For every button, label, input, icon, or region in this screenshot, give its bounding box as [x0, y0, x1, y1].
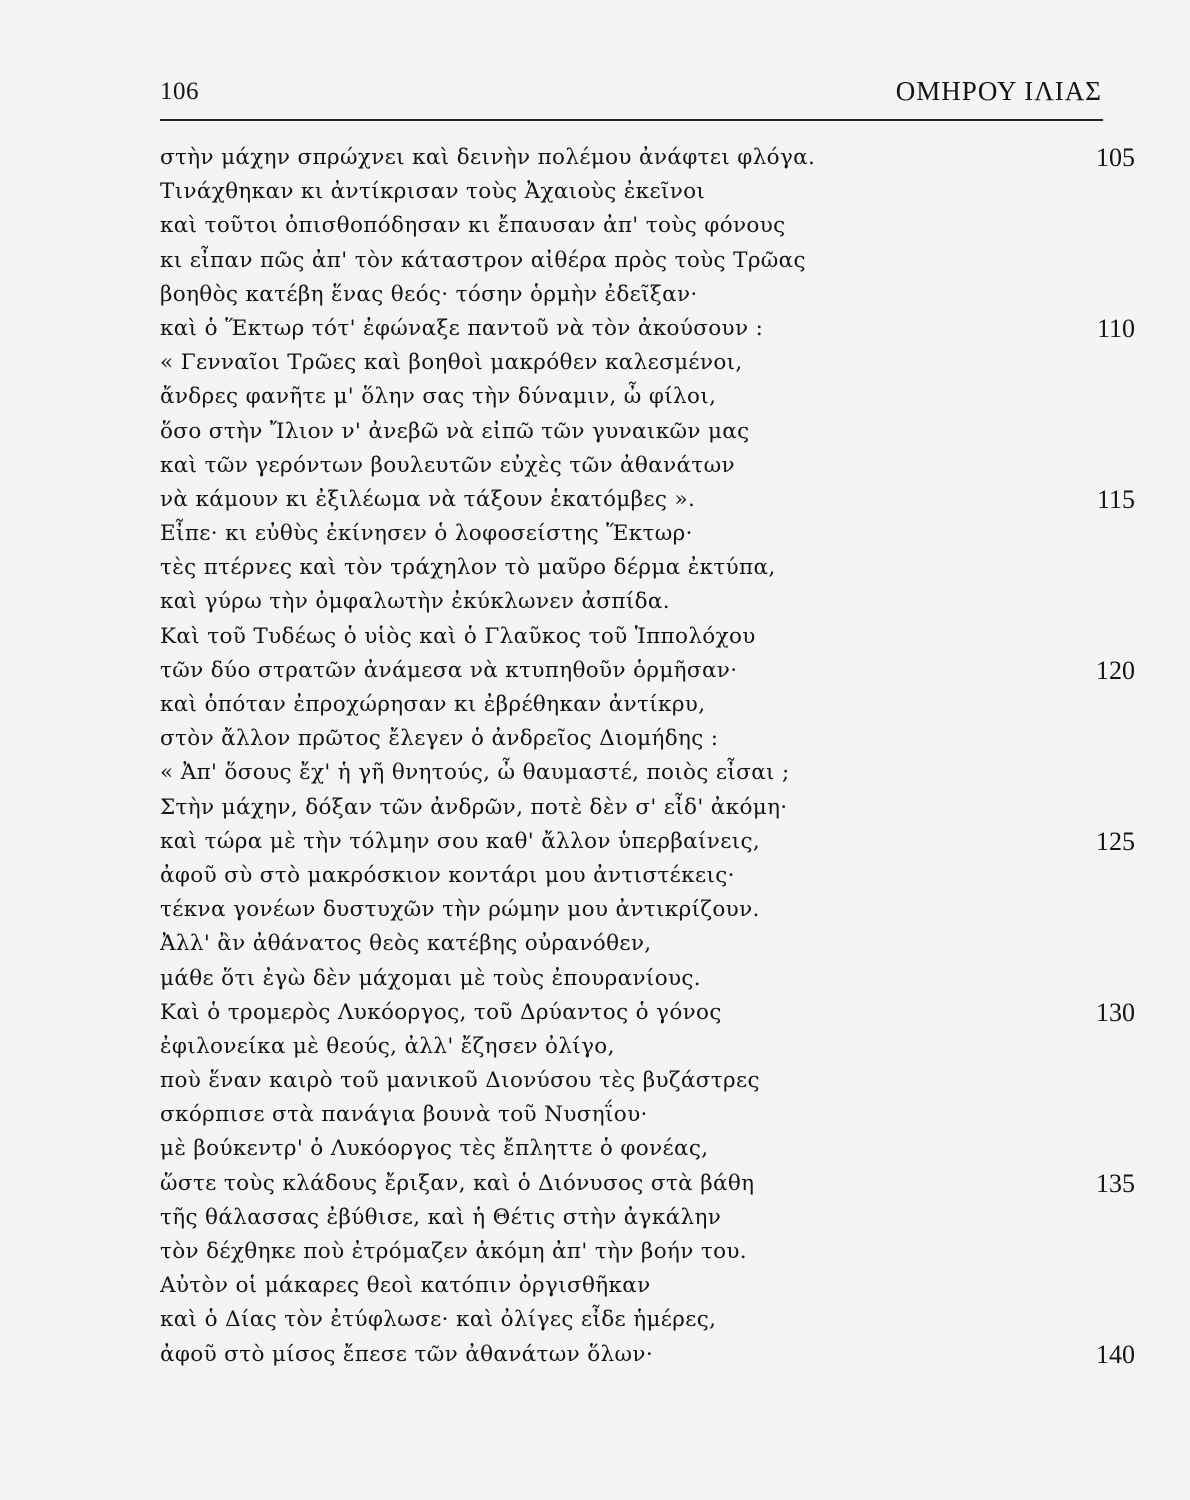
verse-line — [160, 380, 1135, 414]
verse-text: στὴν μάχην σπρώχνει καὶ δεινὴν πολέμου ἀνάφτει φλόγα. — [160, 145, 816, 170]
verse-text: ἄνδρες φανῆτε μ' ὅλην σας τὴν δύναμιν, ὦ φίλοι, — [160, 384, 717, 410]
verse-text: καὶ τοῦτοι ὀπισθοπόδησαν κι ἔπαυσαν ἀπ' τοὺς φόνους — [160, 213, 786, 239]
verse-text: καὶ ὁ Δίας τὸν ἐτύφλωσε· καὶ ὀλίγες εἶδε ἡμέρες, — [160, 1307, 717, 1333]
verse-line — [160, 825, 1135, 859]
line-number: 120 — [1096, 655, 1135, 685]
verse-line — [160, 346, 1135, 380]
verse-line — [160, 585, 1135, 619]
verse-text: Καὶ τοῦ Τυδέως ὁ υἱὸς καὶ ὁ Γλαῦκος τοῦ Ἱππολόχου — [160, 623, 756, 649]
verse-line — [160, 620, 1135, 654]
verse-line — [160, 791, 1135, 825]
verse-text: « Γενναῖοι Τρῶες καὶ βοηθοὶ μακρόθεν καλεσμένοι, — [160, 350, 743, 376]
line-number: 105 — [1096, 143, 1135, 172]
verse-line — [160, 1303, 1135, 1337]
verse-text: τὸν δέχθηκε ποὺ ἐτρόμαζεν ἀκόμη ἀπ' τὴν βοήν του. — [160, 1239, 747, 1264]
line-number: 135 — [1096, 1168, 1135, 1198]
line-number: 110 — [1096, 313, 1135, 343]
page-header — [160, 72, 1102, 112]
verse-line — [160, 1098, 1135, 1132]
verse-line — [160, 1132, 1135, 1166]
verse-line — [160, 1269, 1135, 1303]
page-number: 106 — [160, 78, 199, 105]
verse-text: ἀφοῦ στὸ μίσος ἔπεσε τῶν ἀθανάτων ὅλων· — [160, 1341, 654, 1367]
verse-text: Τινάχθηκαν κι ἀντίκρισαν τοὺς Ἀχαιοὺς ἐκεῖνοι — [160, 179, 706, 205]
verse-text: « Ἀπ' ὅσους ἔχ' ἡ γῆ θνητούς, ὦ θαυμαστέ, ποιὸς εἶσαι ; — [160, 760, 790, 786]
verse-text: νὰ κάμουν κι ἐξιλέωμα νὰ τάξουν ἑκατόμβες ». — [160, 486, 696, 512]
verse-line — [160, 551, 1135, 585]
verse-text: καὶ ὁπόταν ἐπροχώρησαν κι ἐβρέθηκαν ἀντίκρυ, — [160, 692, 706, 717]
verse-text: μάθε ὅτι ἐγὼ δὲν μάχομαι μὲ τοὺς ἐπουρανίους. — [160, 965, 701, 991]
verse-text: καὶ ὁ Ἕκτωρ τότ' ἐφώναξε παντοῦ νὰ τὸν ἀκούσουν : — [160, 315, 764, 341]
verse-text: Αὐτὸν οἱ μάκαρες θεοὶ κατόπιν ὀργισθῆκαν — [160, 1273, 651, 1299]
line-number: 115 — [1096, 484, 1135, 514]
verse-line — [160, 654, 1135, 688]
verse-text: ποὺ ἕναν καιρὸ τοῦ μανικοῦ Διονύσου τὲς βυζάστρες — [160, 1068, 760, 1094]
verse-list — [160, 141, 1135, 1372]
running-title: ΟΜΗΡΟΥ ΙΛΙΑΣ — [895, 76, 1102, 106]
verse-line — [160, 1201, 1135, 1235]
verse-line — [160, 688, 1135, 722]
verse-text: τῆς θάλασσας ἐβύθισε, καὶ ἡ Θέτις στὴν ἀγκάλην — [160, 1204, 722, 1230]
line-number: 130 — [1096, 997, 1135, 1027]
verse-text: τῶν δύο στρατῶν ἀνάμεσα νὰ κτυπηθοῦν ὁρμῆσαν· — [160, 657, 738, 683]
verse-text: Καὶ ὁ τρομερὸς Λυκόοργος, τοῦ Δρύαντος ὁ γόνος — [160, 999, 722, 1025]
header-rule — [160, 119, 1103, 121]
verse-line — [160, 1064, 1135, 1098]
verse-line — [160, 1338, 1135, 1372]
verse-line — [160, 893, 1135, 927]
verse-line — [160, 756, 1135, 790]
verse-line — [160, 278, 1135, 312]
verse-line — [160, 996, 1135, 1030]
verse-line — [160, 1030, 1135, 1064]
line-number: 140 — [1096, 1339, 1135, 1369]
verse-line — [160, 722, 1135, 756]
verse-text: ὅσο στὴν Ἴλιον ν' ἀνεβῶ νὰ εἰπῶ τῶν γυναικῶν μας — [160, 418, 750, 444]
verse-text: ὥστε τοὺς κλάδους ἔριξαν, καὶ ὁ Διόνυσος στὰ βάθη — [160, 1170, 755, 1196]
verse-text: σκόρπισε στὰ πανάγια βουνὰ τοῦ Νυσηΐου· — [160, 1102, 648, 1128]
verse-line — [160, 517, 1135, 551]
verse-text: καὶ τώρα μὲ τὴν τόλμην σου καθ' ἄλλον ὑπερβαίνεις, — [160, 828, 761, 854]
verse-line — [160, 449, 1135, 483]
verse-text: κι εἶπαν πῶς ἀπ' τὸν κάταστρον αἰθέρα πρὸς τοὺς Τρῶας — [160, 247, 806, 273]
verse-text: μὲ βούκεντρ' ὁ Λυκόοργος τὲς ἔπληττε ὁ φονέας, — [160, 1136, 709, 1162]
verse-text: ἀφοῦ σὺ στὸ μακρόσκιον κοντάρι μου ἀντιστέκεις· — [160, 862, 735, 888]
verse-text: Ἀλλ' ἂν ἀθάνατος θεὸς κατέβης οὐρανόθεν, — [160, 931, 652, 957]
verse-line — [160, 859, 1135, 893]
verse-text: βοηθὸς κατέβη ἕνας θεός· τόσην ὁρμὴν ἐδεῖξαν· — [160, 281, 698, 307]
verse-line — [160, 1167, 1135, 1201]
verse-line — [160, 962, 1135, 996]
verse-line — [160, 244, 1135, 278]
verse-line — [160, 927, 1135, 961]
verse-line — [160, 415, 1135, 449]
verse-text: καὶ γύρω τὴν ὀμφαλωτὴν ἐκύκλωνεν ἀσπίδα. — [160, 589, 670, 615]
verse-line — [160, 141, 1135, 175]
verse-text: Εἶπε· κι εὐθὺς ἐκίνησεν ὁ λοφοσείστης Ἕκτωρ· — [160, 521, 693, 547]
verse-text: Στὴν μάχην, δόξαν τῶν ἀνδρῶν, ποτὲ δὲν σ' εἶδ' ἀκόμη· — [160, 794, 788, 820]
verse-text: καὶ τῶν γερόντων βουλευτῶν εὐχὲς τῶν ἀθανάτων — [160, 452, 735, 478]
verse-text: τέκνα γονέων δυστυχῶν τὴν ρώμην μου ἀντικρίζουν. — [160, 897, 760, 923]
verse-text: στὸν ἄλλον πρῶτος ἔλεγεν ὁ ἀνδρεῖος Διομήδης : — [160, 726, 719, 752]
line-number: 125 — [1096, 826, 1135, 856]
verse-line — [160, 175, 1135, 209]
verse-text: ἐφιλονείκα μὲ θεούς, ἀλλ' ἔζησεν ὀλίγο, — [160, 1033, 615, 1059]
verse-text: τὲς πτέρνες καὶ τὸν τράχηλον τὸ μαῦρο δέρμα ἐκτύπα, — [160, 555, 776, 581]
verse-line — [160, 1235, 1135, 1269]
verse-line — [160, 483, 1135, 517]
verse-line — [160, 209, 1135, 243]
verse-line — [160, 312, 1135, 346]
